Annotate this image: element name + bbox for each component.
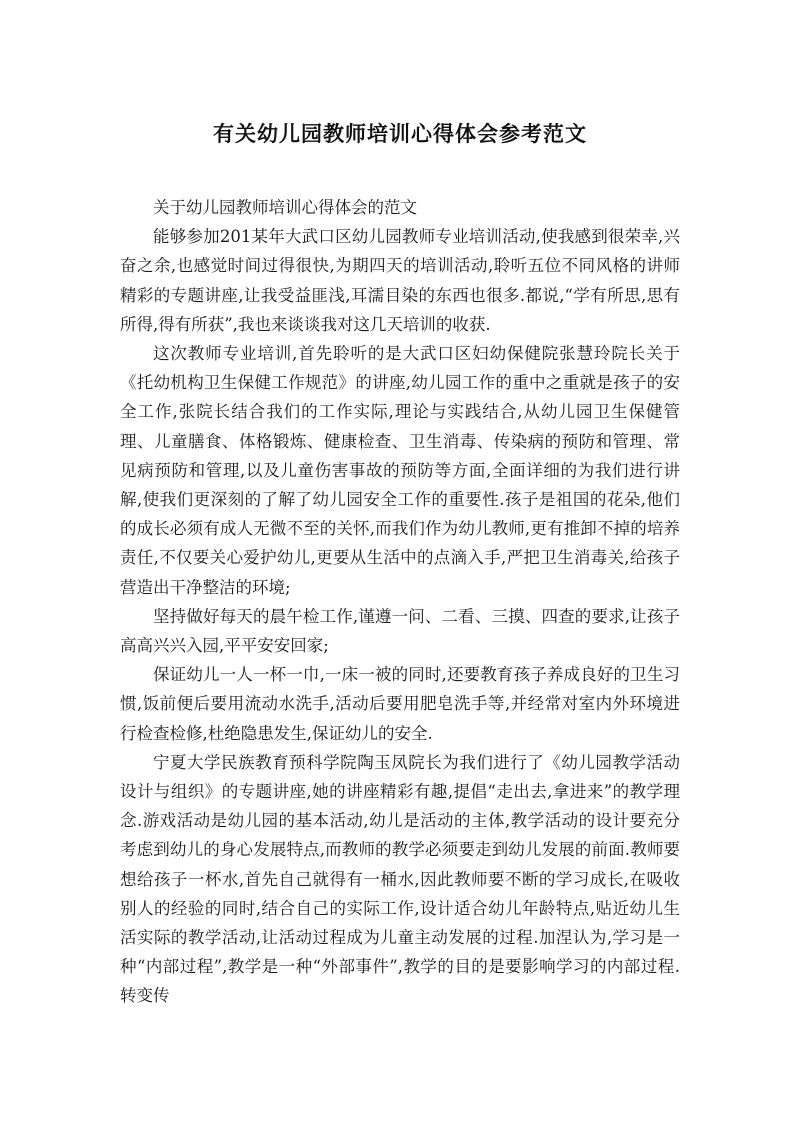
- body-paragraph: 这次教师专业培训,首先聆听的是大武口区妇幼保健院张慧玲院长关于《托幼机构卫生保健工作规范》的讲座,幼儿园工作的重中之重就是孩子的安全工作,张院长结合我们的工作实际,理论与实践结合,从幼儿园卫生保健管理、儿童膳食、体格锻炼、健康检查、卫生消毒、传染病的预防和管理、常见病预防和管理,以及儿童伤害事故的预防等方面,全面详细的为我们进行讲解,使我们更深刻的了解了幼儿园安全工作的重要性.孩子是祖国的花朵,他们的成长必须有成人无微不至的关怀,而我们作为幼儿教师,更有推卸不掉的培养责任,不仅要关心爱护幼儿,更要从生活中的点滴入手,严把卫生消毒关,给孩子营造出干净整洁的环境;: [120, 344, 680, 597]
- document-title: 有关幼儿园教师培训心得体会参考范文: [213, 122, 587, 146]
- body-paragraph: 宁夏大学民族教育预科学院陶玉凤院长为我们进行了《幼儿园教学活动设计与组织》的专题讲座,她的讲座精彩有趣,提倡“走出去,拿进来”的教学理念.游戏活动是幼儿园的基本活动,幼儿是活动的主体,教学活动的设计要充分考虑到幼儿的身心发展特点,而教师的教学必须要走到幼儿发展的前面.教师要想给孩子一杯水,首先自己就得有一桶水,因此教师要不断的学习成长,在吸收别人的经验的同时,结合自己的实际工作,设计适合幼儿年龄特点,贴近幼儿生活实际的教学活动,让活动过程成为儿童主动发展的过程.加涅认为,学习是一种“内部过程”,教学是一种“外部事件”,教学的目的是要影响学习的内部过程.转变传: [120, 752, 680, 1006]
- body-paragraph: 坚持做好每天的晨午检工作,谨遵一问、二看、三摸、四查的要求,让孩子高高兴兴入园,平平安安回家;: [120, 606, 680, 656]
- body-paragraph: 能够参加201某年大武口区幼儿园教师专业培训活动,使我感到很荣幸,兴奋之余,也感觉时间过得很快,为期四天的培训活动,聆听五位不同风格的讲师精彩的专题讲座,让我受益匪浅,耳濡目染的东西也很多.都说,“学有所思,思有所得,得有所获”,我也来谈谈我对这几天培训的收获.: [120, 227, 680, 334]
- body-paragraph: 保证幼儿一人一杯一巾,一床一被的同时,还要教育孩子养成良好的卫生习惯,饭前便后要用流动水洗手,活动后要用肥皂洗手等,并经常对室内外环境进行检查检修,杜绝隐患发生,保证幼儿的安全.: [120, 665, 680, 743]
- subtitle-paragraph: 关于幼儿园教师培训心得体会的范文: [153, 198, 417, 217]
- document-body: [120, 193, 680, 1011]
